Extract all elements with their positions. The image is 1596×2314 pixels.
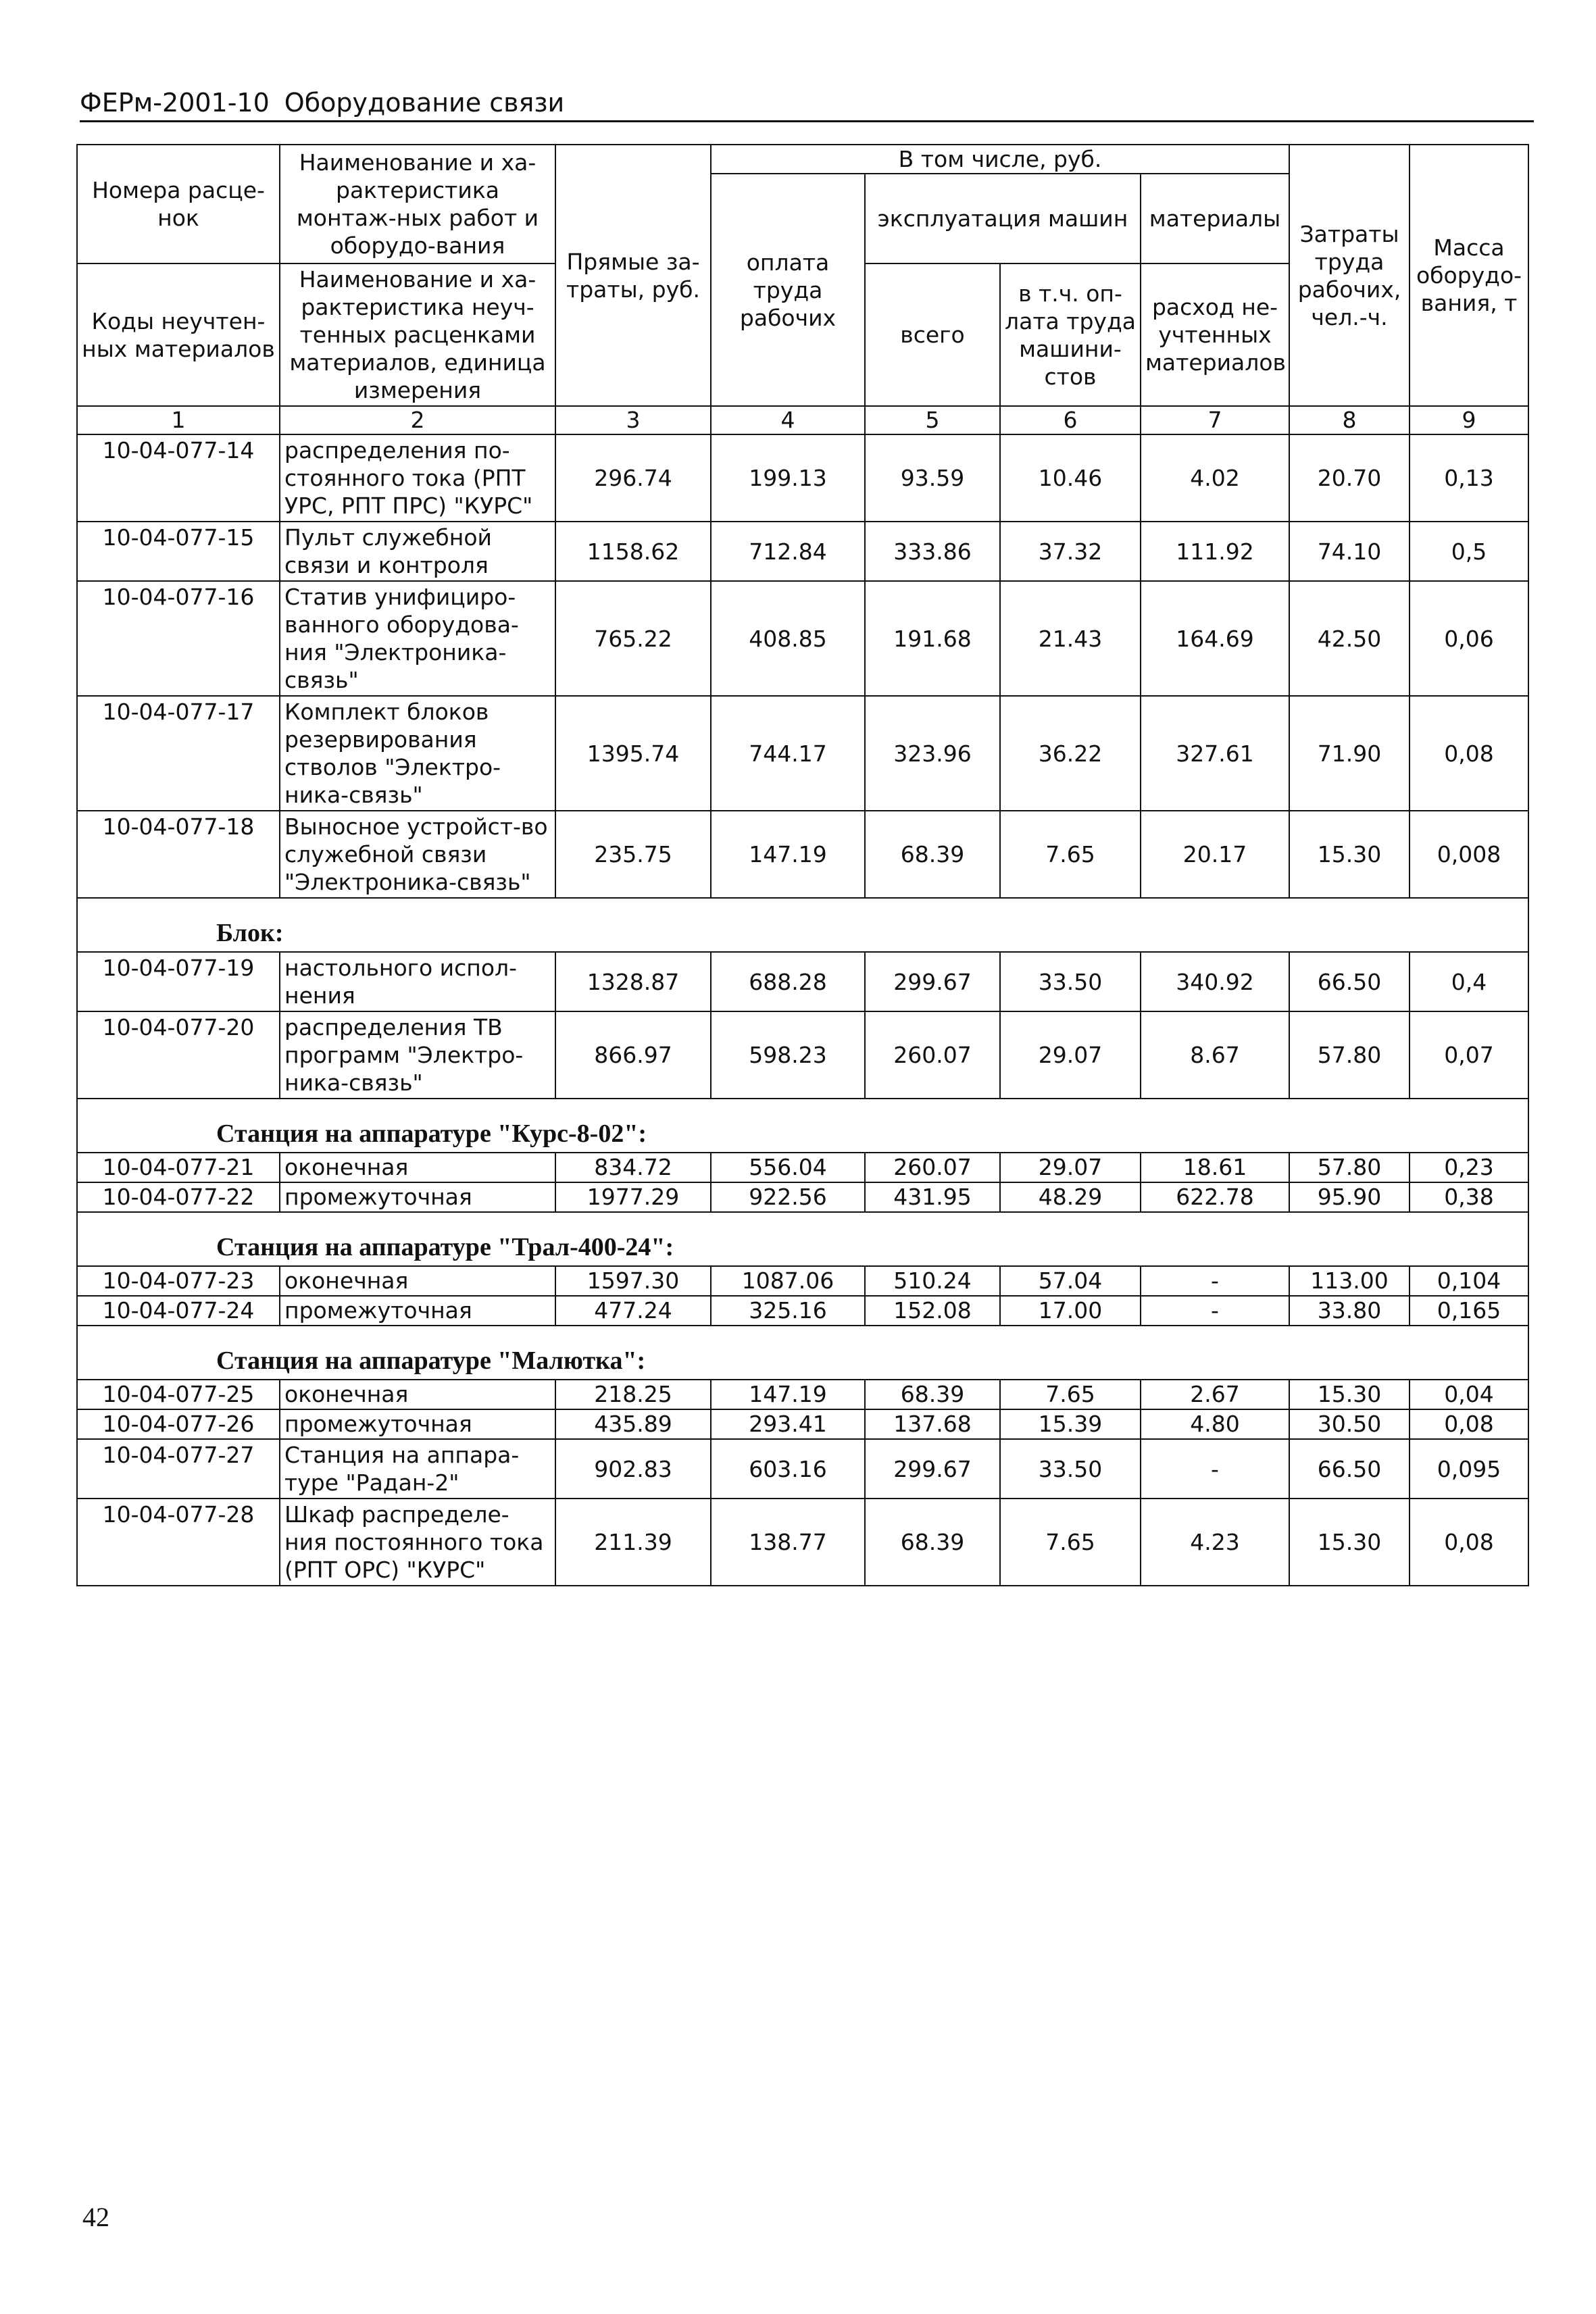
rate-name: Выносное устройст-во служебной связи "Электроника-связь": [280, 811, 555, 898]
table-row: [77, 1153, 1528, 1182]
equipment-mass: 0,08: [1410, 1409, 1528, 1439]
materials: 340.92: [1141, 952, 1289, 1011]
machinist-wages: 29.07: [1000, 1153, 1141, 1182]
rates-table-main: [76, 144, 1529, 1586]
header-rate-numbers: Номера расце-нок: [77, 145, 280, 263]
header-equipment-mass: Масса оборудо-вания, т: [1410, 145, 1528, 406]
table-row: [77, 1011, 1528, 1099]
materials: -: [1141, 1296, 1289, 1326]
column-index: 1: [77, 406, 280, 434]
table-row: [77, 696, 1528, 811]
section-title: Оборудование связи: [284, 88, 565, 118]
table-row: [77, 1380, 1528, 1409]
worker-wages: 1087.06: [711, 1266, 865, 1296]
header-work-name: Наименование и ха-рактеристика монтаж-ных работ и оборудо-вания: [280, 145, 555, 263]
rate-code: 10-04-077-18: [77, 811, 280, 898]
machines-total: 260.07: [865, 1153, 1000, 1182]
worker-wages: 556.04: [711, 1153, 865, 1182]
running-head: [80, 86, 1534, 122]
materials: 20.17: [1141, 811, 1289, 898]
machinist-wages: 7.65: [1000, 1380, 1141, 1409]
direct-costs: 477.24: [555, 1296, 711, 1326]
worker-wages: 744.17: [711, 696, 865, 811]
machinist-wages: 33.50: [1000, 952, 1141, 1011]
rate-code: 10-04-077-14: [77, 434, 280, 522]
materials: 4.23: [1141, 1499, 1289, 1586]
machines-total: 431.95: [865, 1182, 1000, 1212]
rate-code: 10-04-077-20: [77, 1011, 280, 1099]
column-index: 7: [1141, 406, 1289, 434]
machines-total: 260.07: [865, 1011, 1000, 1099]
section-row: [77, 898, 1528, 952]
labor-hours: 42.50: [1289, 581, 1410, 696]
table-row: [77, 1499, 1528, 1586]
worker-wages: 325.16: [711, 1296, 865, 1326]
machinist-wages: 29.07: [1000, 1011, 1141, 1099]
labor-hours: 15.30: [1289, 811, 1410, 898]
machines-total: 299.67: [865, 1439, 1000, 1499]
machines-total: 68.39: [865, 1380, 1000, 1409]
materials: 4.80: [1141, 1409, 1289, 1439]
rate-code: 10-04-077-28: [77, 1499, 280, 1586]
direct-costs: 211.39: [555, 1499, 711, 1586]
labor-hours: 20.70: [1289, 434, 1410, 522]
header-machine-operation: эксплуатация машин: [865, 174, 1141, 263]
equipment-mass: 0,08: [1410, 1499, 1528, 1586]
header-labor-hours: Затраты труда рабочих, чел.-ч.: [1289, 145, 1410, 406]
table-body: [77, 434, 1528, 1586]
header-material-codes: Коды неучтен-ных материалов: [77, 263, 280, 406]
direct-costs: 834.72: [555, 1153, 711, 1182]
rate-code: 10-04-077-22: [77, 1182, 280, 1212]
header-machinist-wages: в т.ч. оп-лата труда машини-стов: [1000, 263, 1141, 406]
equipment-mass: 0,095: [1410, 1439, 1528, 1499]
rate-code: 10-04-077-16: [77, 581, 280, 696]
table-row: [77, 581, 1528, 696]
direct-costs: 1597.30: [555, 1266, 711, 1296]
table-row: [77, 522, 1528, 581]
rate-name: настольного испол-нения: [280, 952, 555, 1011]
materials: 111.92: [1141, 522, 1289, 581]
machinist-wages: 7.65: [1000, 811, 1141, 898]
machines-total: 93.59: [865, 434, 1000, 522]
header-index-row: [77, 406, 1528, 434]
worker-wages: 147.19: [711, 1380, 865, 1409]
rate-name: распределения по-стоянного тока (РПТ УРС, РПТ ПРС) "КУРС": [280, 434, 555, 522]
column-index: 9: [1410, 406, 1528, 434]
page-number: 42: [82, 2202, 109, 2232]
machinist-wages: 57.04: [1000, 1266, 1141, 1296]
machines-total: 68.39: [865, 1499, 1000, 1586]
column-index: 6: [1000, 406, 1141, 434]
machinist-wages: 7.65: [1000, 1499, 1141, 1586]
table-row: [77, 1439, 1528, 1499]
direct-costs: 1328.87: [555, 952, 711, 1011]
document-code: ФЕРм-2001-10: [80, 88, 270, 118]
equipment-mass: 0,06: [1410, 581, 1528, 696]
machinist-wages: 48.29: [1000, 1182, 1141, 1212]
worker-wages: 138.77: [711, 1499, 865, 1586]
labor-hours: 74.10: [1289, 522, 1410, 581]
worker-wages: 199.13: [711, 434, 865, 522]
rate-name: Статив унифициро-ванного оборудова-ния "Электроника-связь": [280, 581, 555, 696]
direct-costs: 1158.62: [555, 522, 711, 581]
machinist-wages: 33.50: [1000, 1439, 1141, 1499]
rate-name: промежуточная: [280, 1296, 555, 1326]
materials: 8.67: [1141, 1011, 1289, 1099]
rate-name: Шкаф распределе-ния постоянного тока (РПТ ОРС) "КУРС": [280, 1499, 555, 1586]
rate-name: распределения ТВ программ "Электро-ника-связь": [280, 1011, 555, 1099]
worker-wages: 712.84: [711, 522, 865, 581]
labor-hours: 15.30: [1289, 1380, 1410, 1409]
worker-wages: 147.19: [711, 811, 865, 898]
equipment-mass: 0,07: [1410, 1011, 1528, 1099]
machinist-wages: 17.00: [1000, 1296, 1141, 1326]
equipment-mass: 0,08: [1410, 696, 1528, 811]
header-row-top: [77, 145, 1528, 174]
labor-hours: 113.00: [1289, 1266, 1410, 1296]
labor-hours: 57.80: [1289, 1153, 1410, 1182]
column-index: 8: [1289, 406, 1410, 434]
machines-total: 323.96: [865, 696, 1000, 811]
direct-costs: 296.74: [555, 434, 711, 522]
section-row: [77, 1326, 1528, 1380]
equipment-mass: 0,008: [1410, 811, 1528, 898]
table-row: [77, 952, 1528, 1011]
table-row: [77, 1182, 1528, 1212]
materials: -: [1141, 1439, 1289, 1499]
materials: 4.02: [1141, 434, 1289, 522]
section-heading: Станция на аппаратуре "Трал-400-24":: [77, 1212, 1528, 1266]
worker-wages: 603.16: [711, 1439, 865, 1499]
materials: 327.61: [1141, 696, 1289, 811]
machines-total: 299.67: [865, 952, 1000, 1011]
machinist-wages: 15.39: [1000, 1409, 1141, 1439]
materials: 164.69: [1141, 581, 1289, 696]
machines-total: 68.39: [865, 811, 1000, 898]
machinist-wages: 36.22: [1000, 696, 1141, 811]
direct-costs: 1395.74: [555, 696, 711, 811]
equipment-mass: 0,23: [1410, 1153, 1528, 1182]
labor-hours: 71.90: [1289, 696, 1410, 811]
table-row: [77, 1409, 1528, 1439]
section-row: [77, 1099, 1528, 1153]
machines-total: 152.08: [865, 1296, 1000, 1326]
direct-costs: 218.25: [555, 1380, 711, 1409]
table-row: [77, 811, 1528, 898]
rate-name: Комплект блоков резервирования стволов "Электро-ника-связь": [280, 696, 555, 811]
header-machines-total: всего: [865, 263, 1000, 406]
rate-name: Пульт служебной связи и контроля: [280, 522, 555, 581]
materials: -: [1141, 1266, 1289, 1296]
labor-hours: 66.50: [1289, 952, 1410, 1011]
rate-name: оконечная: [280, 1380, 555, 1409]
labor-hours: 95.90: [1289, 1182, 1410, 1212]
rate-code: 10-04-077-25: [77, 1380, 280, 1409]
rate-code: 10-04-077-27: [77, 1439, 280, 1499]
worker-wages: 688.28: [711, 952, 865, 1011]
worker-wages: 293.41: [711, 1409, 865, 1439]
rate-name: оконечная: [280, 1266, 555, 1296]
machines-total: 137.68: [865, 1409, 1000, 1439]
rate-code: 10-04-077-24: [77, 1296, 280, 1326]
section-row: [77, 1212, 1528, 1266]
equipment-mass: 0,104: [1410, 1266, 1528, 1296]
materials: 2.67: [1141, 1380, 1289, 1409]
header-material-name: Наименование и ха-рактеристика неуч-тенных расценками материалов, единица измерения: [280, 263, 555, 406]
direct-costs: 866.97: [555, 1011, 711, 1099]
labor-hours: 15.30: [1289, 1499, 1410, 1586]
labor-hours: 33.80: [1289, 1296, 1410, 1326]
direct-costs: 765.22: [555, 581, 711, 696]
machines-total: 510.24: [865, 1266, 1000, 1296]
equipment-mass: 0,4: [1410, 952, 1528, 1011]
worker-wages: 922.56: [711, 1182, 865, 1212]
rate-code: 10-04-077-17: [77, 696, 280, 811]
rate-name: промежуточная: [280, 1409, 555, 1439]
rate-code: 10-04-077-21: [77, 1153, 280, 1182]
direct-costs: 235.75: [555, 811, 711, 898]
direct-costs: 1977.29: [555, 1182, 711, 1212]
rate-code: 10-04-077-23: [77, 1266, 280, 1296]
equipment-mass: 0,5: [1410, 522, 1528, 581]
machines-total: 191.68: [865, 581, 1000, 696]
header-including: В том числе, руб.: [711, 145, 1289, 174]
table-row: [77, 1266, 1528, 1296]
machines-total: 333.86: [865, 522, 1000, 581]
rate-code: 10-04-077-26: [77, 1409, 280, 1439]
column-index: 2: [280, 406, 555, 434]
column-index: 3: [555, 406, 711, 434]
rate-code: 10-04-077-15: [77, 522, 280, 581]
direct-costs: 902.83: [555, 1439, 711, 1499]
rate-code: 10-04-077-19: [77, 952, 280, 1011]
header-worker-wages: оплата труда рабочих: [711, 174, 865, 406]
header-materials: материалы: [1141, 174, 1289, 263]
section-heading: Блок:: [77, 898, 1528, 952]
direct-costs: 435.89: [555, 1409, 711, 1439]
materials: 18.61: [1141, 1153, 1289, 1182]
section-heading: Станция на аппаратуре "Малютка":: [77, 1326, 1528, 1380]
section-heading: Станция на аппаратуре "Курс-8-02":: [77, 1099, 1528, 1153]
machinist-wages: 21.43: [1000, 581, 1141, 696]
header-direct-costs: Прямые за-траты, руб.: [555, 145, 711, 406]
table-row: [77, 434, 1528, 522]
machinist-wages: 10.46: [1000, 434, 1141, 522]
labor-hours: 30.50: [1289, 1409, 1410, 1439]
rate-name: промежуточная: [280, 1182, 555, 1212]
column-index: 4: [711, 406, 865, 434]
rate-name: Станция на аппара-туре "Радан-2": [280, 1439, 555, 1499]
equipment-mass: 0,13: [1410, 434, 1528, 522]
materials: 622.78: [1141, 1182, 1289, 1212]
labor-hours: 66.50: [1289, 1439, 1410, 1499]
column-index: 5: [865, 406, 1000, 434]
labor-hours: 57.80: [1289, 1011, 1410, 1099]
header-unaccounted-materials: расход не-учтенных материалов: [1141, 263, 1289, 406]
equipment-mass: 0,04: [1410, 1380, 1528, 1409]
equipment-mass: 0,38: [1410, 1182, 1528, 1212]
worker-wages: 598.23: [711, 1011, 865, 1099]
table-row: [77, 1296, 1528, 1326]
equipment-mass: 0,165: [1410, 1296, 1528, 1326]
rate-name: оконечная: [280, 1153, 555, 1182]
worker-wages: 408.85: [711, 581, 865, 696]
machinist-wages: 37.32: [1000, 522, 1141, 581]
